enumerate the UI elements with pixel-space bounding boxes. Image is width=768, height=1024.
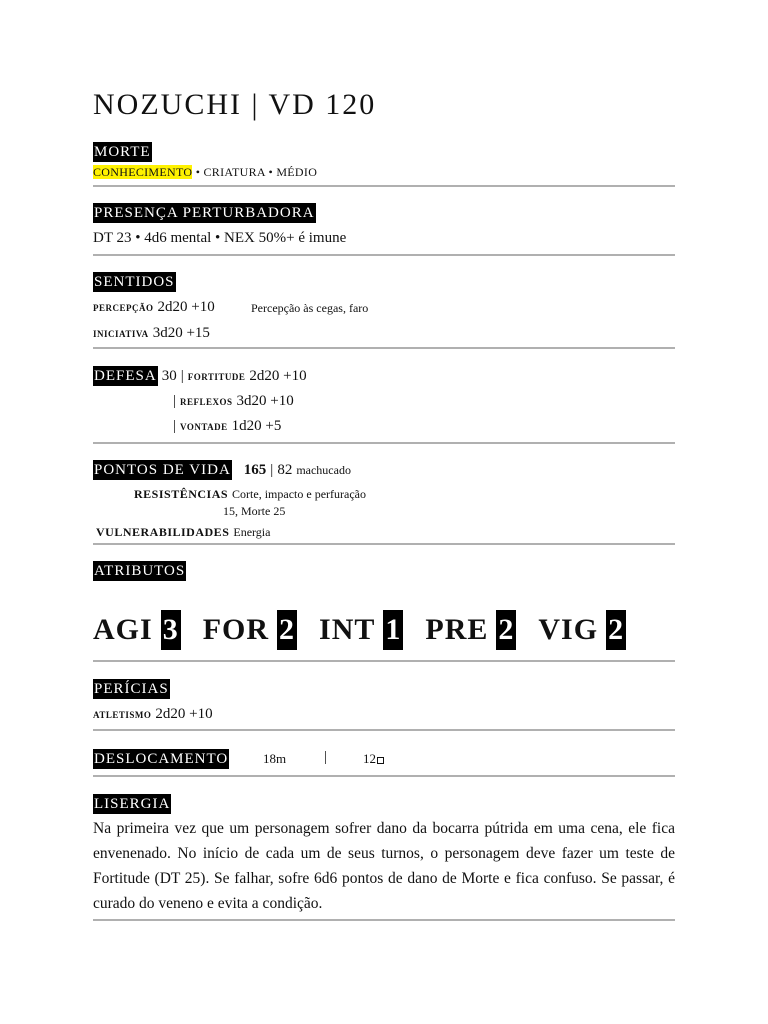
attr-value: 2	[496, 610, 516, 650]
will-value: 1d20 +5	[231, 418, 282, 434]
hp-hurt: 82	[277, 462, 293, 478]
attr-value: 2	[277, 610, 297, 650]
skills-section	[93, 679, 170, 699]
type-text: • CRIATURA • MÉDIO	[192, 165, 318, 179]
attr-agi	[93, 613, 203, 646]
hp-hurt-label: machucado	[296, 463, 351, 477]
movement-label: DESLOCAMENTO	[94, 751, 229, 767]
reflexes-label: reflexos	[180, 393, 233, 408]
attr-name: FOR	[202, 613, 270, 646]
separator: |	[180, 368, 184, 384]
senses-section	[93, 272, 176, 292]
square-icon	[377, 757, 384, 764]
attr-value: 3	[161, 610, 181, 650]
attr-int	[319, 613, 425, 646]
attr-value: 2	[606, 610, 626, 650]
attr-vig	[538, 613, 648, 646]
defense-row	[93, 366, 307, 386]
initiative-row	[93, 324, 210, 342]
hp-row	[93, 460, 351, 480]
divider	[93, 442, 675, 444]
divider	[93, 729, 675, 731]
attr-for	[203, 613, 319, 646]
reflexes-row	[173, 392, 294, 410]
perception-row	[93, 298, 215, 316]
athletics-value: 2d20 +10	[155, 706, 213, 722]
fortitude-label: fortitude	[187, 368, 246, 383]
athletics-label: atletismo	[93, 706, 152, 721]
attr-name: AGI	[93, 613, 153, 646]
element-tag: MORTE	[94, 144, 151, 160]
presence-text: DT 23 • 4d6 mental • NEX 50%+ é imune	[93, 230, 347, 246]
ability-section	[93, 794, 171, 814]
attr-name: PRE	[425, 613, 489, 646]
resistances-value: Corte, impacto e perfuração	[232, 487, 366, 501]
divider	[93, 919, 675, 921]
separator: |	[270, 462, 274, 478]
perception-value: 2d20 +10	[157, 299, 215, 315]
type-line	[93, 165, 317, 180]
separator: |	[173, 393, 177, 409]
reflexes-value: 3d20 +10	[236, 393, 294, 409]
perception-note: Percepção às cegas, faro	[251, 301, 369, 315]
creature-title: NOZUCHI | VD 120	[93, 88, 377, 121]
divider	[93, 185, 675, 187]
divider	[93, 347, 675, 349]
will-row	[173, 417, 281, 435]
attributes-row	[93, 610, 648, 650]
hp-max: 165	[243, 462, 267, 478]
ability-text: Na primeira vez que um personagem sofrer dano da bocarra pútrida em uma cena, ele fica envenenado. No início de cada um de seus turnos, o personagem deve fazer um teste de Fortitude (DT 25). Se falhar, sofre 6d6 pontos de dano de Morte e fica confuso. Se passar, é curado do veneno e evita a condição.	[93, 820, 675, 912]
senses-label: SENTIDOS	[94, 274, 175, 290]
divider	[93, 775, 675, 777]
resistances-value-2: 15, Morte 25	[223, 504, 286, 518]
will-label: vontade	[180, 418, 228, 433]
divider	[93, 543, 675, 545]
movement-squares-value: 12	[363, 751, 376, 766]
vulnerabilities-label: VULNERABILIDADES	[96, 525, 230, 539]
attr-pre	[425, 613, 538, 646]
perception-label: percepção	[93, 299, 154, 314]
attr-value: 1	[383, 610, 403, 650]
movement-section	[93, 749, 229, 769]
element-label	[93, 142, 152, 162]
athletics-row	[93, 705, 213, 723]
initiative-label: iniciativa	[93, 325, 149, 340]
vulnerabilities-value: Energia	[233, 525, 271, 539]
divider	[93, 660, 675, 662]
attributes-section	[93, 561, 186, 581]
hp-label: PONTOS DE VIDA	[94, 462, 231, 478]
separator: |	[173, 418, 177, 434]
knowledge-tag: CONHECIMENTO	[93, 165, 193, 179]
attributes-label: ATRIBUTOS	[94, 563, 186, 579]
ability-label: LISERGIA	[94, 796, 171, 812]
vulnerabilities-row	[96, 523, 270, 541]
defense-value: 30	[161, 368, 177, 384]
defense-label: DEFESA	[94, 368, 157, 384]
divider	[93, 254, 675, 256]
movement-squares	[363, 751, 384, 767]
resistances-row	[134, 485, 366, 503]
attr-name: VIG	[538, 613, 599, 646]
movement-meters: 18m	[263, 751, 287, 766]
fortitude-value: 2d20 +10	[249, 368, 307, 384]
presence-label: PRESENÇA PERTURBADORA	[94, 205, 315, 221]
separator: |	[324, 749, 328, 765]
resistances-label: RESISTÊNCIAS	[134, 487, 229, 501]
initiative-value: 3d20 +15	[152, 325, 210, 341]
attr-name: INT	[319, 613, 376, 646]
presence-section	[93, 203, 316, 223]
skills-label: PERÍCIAS	[94, 681, 169, 697]
